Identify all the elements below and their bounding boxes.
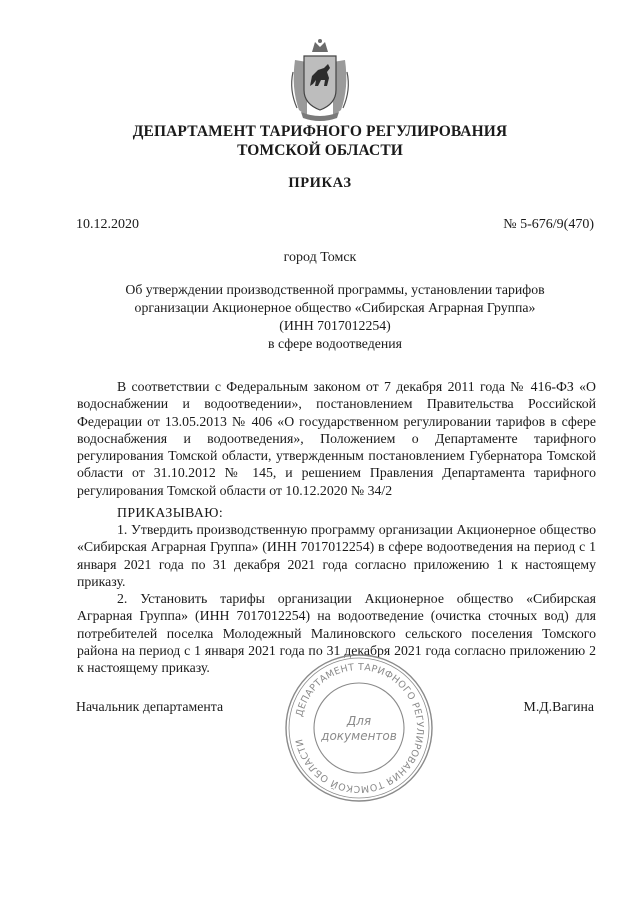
order-subject [80, 281, 590, 353]
preamble-paragraph: В соответствии с Федеральным законом от 7 декабря 2011 года № 416-ФЗ «О водоснабжении и водоотведении», постановлением Правительства Российской Федерации от 13.05.2013 № 406 «О государственном регулировании тарифов в сфере водоснабжения и водоотведения», Положением о Департаменте тарифного регулирования Томской области, утвержденным постановлением Губернатора Томской области от 31.10.2012 № 145, и решением Правления Департамента тарифного регулирования Томской области от 10.12.2020 № 34/2 [77, 379, 596, 498]
document-type-title: ПРИКАЗ [288, 175, 352, 191]
subject-line: организации Акционерное общество «Сибирская Аграрная Группа» [134, 300, 536, 315]
tomsk-region-coat-of-arms-icon [287, 38, 353, 122]
order-date: 10.12.2020 [76, 217, 139, 232]
order-city: город Томск [283, 250, 357, 265]
department-name-line2: ТОМСКОЙ ОБЛАСТИ [237, 142, 403, 159]
order-item-2: 2. Установить тарифы организации Акционерное общество «Сибирская Аграрная Группа» (ИНН 7017012254) на водоотведение (очистка сточных вод) для потребителей поселка Молодежный Малиновского сельского поселения Томского района на период с 1 января 2021 года по 31 декабря 2021 года согласно приложению 2 к настоящему приказу. [77, 591, 596, 676]
signatory-name: М.Д.Вагина [523, 699, 594, 714]
department-name-line1: ДЕПАРТАМЕНТ ТАРИФНОГО РЕГУЛИРОВАНИЯ [132, 123, 508, 140]
prikazyvayu-heading: ПРИКАЗЫВАЮ: [117, 505, 224, 520]
subject-line: Об утверждении производственной программы, установлении тарифов [125, 282, 545, 297]
signatory-position: Начальник департамента [76, 699, 224, 714]
stamp-center-line1: Для [346, 714, 372, 728]
official-stamp [283, 652, 435, 804]
department-name [40, 122, 600, 160]
subject-line: в сфере водоотведения [267, 336, 402, 351]
subject-line: (ИНН 7017012254) [279, 318, 391, 333]
order-number: № 5-676/9(470) [503, 217, 594, 232]
order-item-1: 1. Утвердить производственную программу организации Акционерное общество «Сибирская Аграрная Группа» (ИНН 7017012254) в сфере водоотведения на период с 1 января 2021 года по 31 декабря 2021 года согласно приложению 1 к настоящему приказу. [77, 522, 596, 589]
stamp-center-line2: документов [321, 729, 397, 743]
stamp-ring-text: ДЕПАРТАМЕНТ ТАРИФНОГО РЕГУЛИРОВАНИЯ ТОМСКОЙ ОБЛАСТИ [294, 661, 426, 795]
